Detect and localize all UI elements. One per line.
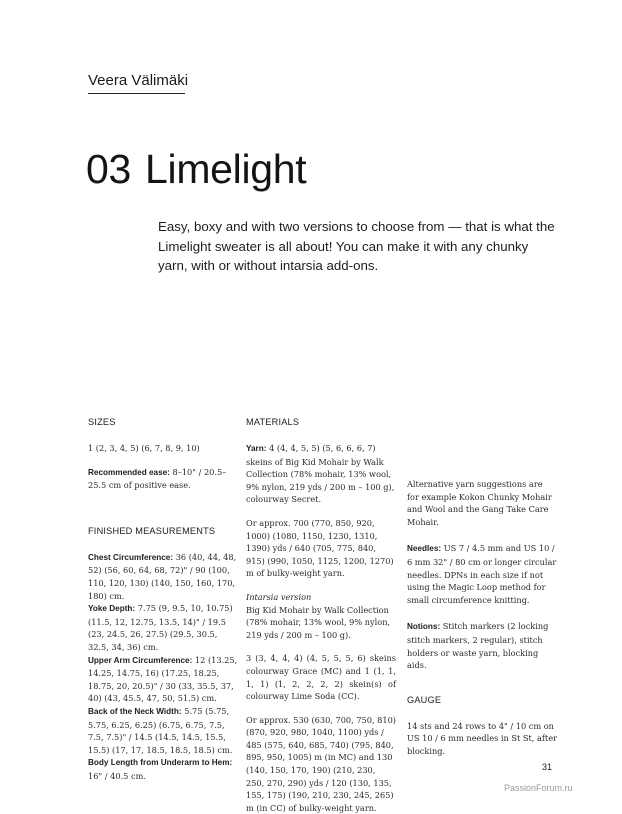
intarsia-approx	[246, 714, 396, 814]
pattern-name: Limelight	[145, 146, 307, 192]
measure-label: Body Length from Underarm to Hem:	[88, 758, 233, 768]
author-name: Veera Välimäki	[88, 72, 189, 89]
sizes-heading: SIZES	[88, 417, 116, 427]
measure-label: Back of the Neck Width:	[88, 706, 182, 716]
column-needles-gauge	[407, 416, 557, 769]
measure-label: Yoke Depth:	[88, 604, 136, 614]
yarn-value: 4 (4, 4, 5, 5) (5, 6, 6, 6, 7) skeins of Big Kid Mohair by Walk Collection (78% mohair, 13% wool, 9% nylon, 219 yds / 200 m – 100 g), colourway Secret.	[246, 443, 395, 505]
materials-heading: MATERIALS	[246, 417, 300, 427]
page-number: 31	[542, 762, 553, 772]
intarsia-skeins: 3 (3, 4, 4, 4) (4, 5, 5, 5, 6) skeins colourway Grace (MC) and 1 (1, 1, 1, 1) (1, 2, 2, 2, 2) skein(s) of colourway Lime Soda (CC).	[246, 653, 396, 702]
column-sizes	[88, 416, 238, 782]
intro-paragraph: Easy, boxy and with two versions to choose from — that is what the Limelight sweater is all about! You can make it with any chunky yarn, with or without intarsia add-ons.	[158, 219, 555, 273]
recommended-ease	[88, 466, 238, 492]
pattern-number: 03	[86, 146, 132, 192]
approx-text: Or approx. 530 (630, 700, 750, 810) (870, 920, 980, 1040, 1100) yds / 485 (575, 640, 685, 740) (795, 840, 895, 950, 1005) m (in MC) and 130 (140, 150, 170, 190) (210, 230, 250, 270, 290) yds / 120 (130, 135, 155, 175) (190, 210, 230, 245, 265) m (in CC) of bulky-weight yarn.	[246, 714, 397, 813]
gauge-heading: GAUGE	[407, 694, 442, 705]
notions-value: Stitch markers (2 locking stitch markers, 2 regular), stitch holders or waste yarn, blocking aids.	[407, 621, 549, 671]
yarn-info	[246, 442, 396, 506]
intarsia-text: Big Kid Mohair by Walk Collection (78% mohair, 13% wool, 9% nylon, 219 yds / 200 m – 100 g).	[246, 604, 391, 640]
finished-measurements-heading: FINISHED MEASUREMENTS	[88, 525, 216, 536]
sizes-list: 1 (2, 3, 4, 5) (6, 7, 8, 9, 10)	[88, 443, 200, 453]
yoke-depth	[88, 602, 238, 653]
intarsia-heading: Intarsia version	[246, 591, 312, 602]
needles-label: Needles:	[407, 544, 442, 554]
column-materials	[246, 416, 396, 814]
measure-value: 5.75 (5.75, 5.75, 6.25, 6.25) (6.75, 6.75, 7.5, 7.5, 7.5)" / 14.5 (14.5, 14.5, 15.5, 15.5) (17, 17, 18.5, 18.5, 18.5) cm.	[88, 705, 233, 755]
notions-info	[407, 620, 557, 671]
intarsia-block	[246, 591, 396, 641]
measure-value: 16" / 40.5 cm.	[88, 770, 146, 781]
ease-value: 8–10" / 20.5–25.5 cm of positive ease.	[88, 466, 227, 491]
back-neck-width	[88, 705, 238, 756]
measure-value: 12 (13.25, 14.25, 14.75, 16) (17.25, 18.25, 18.75, 20, 20.5)" / 30 (33, 35.5, 37, 40) (43, 45.5, 47, 50, 51.5) cm.	[88, 654, 238, 704]
measure-value: 36 (40, 44, 48, 52) (56, 60, 64, 68, 72)" / 90 (100, 110, 120, 130) (140, 150, 160, 170, 180) cm.	[88, 551, 237, 601]
measure-label: Upper Arm Circumference:	[88, 655, 193, 665]
upper-arm-circumference	[88, 654, 238, 705]
measure-value: 7.75 (9, 9.5, 10, 10.75) (11.5, 12, 12.75, 13.5, 14)" / 19.5 (23, 24.5, 26, 27.5) (29.5, 30.5, 32.5, 34, 36) cm.	[88, 603, 233, 652]
body-length	[88, 756, 238, 782]
gauge-text: 14 sts and 24 rows to 4" / 10 cm on US 10 / 6 mm needles in St St, after blocking.	[407, 720, 557, 756]
needles-info	[407, 542, 557, 606]
notions-label: Notions:	[407, 622, 441, 632]
pattern-title	[86, 146, 306, 193]
watermark: PassionForum.ru	[504, 783, 573, 793]
yarn-label: Yarn:	[246, 444, 267, 453]
ease-label: Recommended ease:	[88, 467, 170, 477]
yarn-approx: Or approx. 700 (770, 850, 920, 1000) (1080, 1150, 1230, 1310, 1390) yds / 640 (705, 775, 840, 915) (990, 1050, 1125, 1200, 1270) m of bulky-weight yarn.	[246, 517, 394, 579]
chest-circumference	[88, 551, 238, 602]
measure-label: Chest Circumference:	[88, 552, 174, 562]
alternative-yarns: Alternative yarn suggestions are for example Kokon Chunky Mohair and Wool and the Gang Take Care Mohair.	[407, 479, 552, 527]
author-underline	[88, 93, 185, 94]
needles-value: US 7 / 4.5 mm and US 10 / 6 mm 32" / 80 cm or longer circular needles. DPNs in each size if not using the Magic Loop method for small circumference knitting.	[407, 543, 557, 605]
